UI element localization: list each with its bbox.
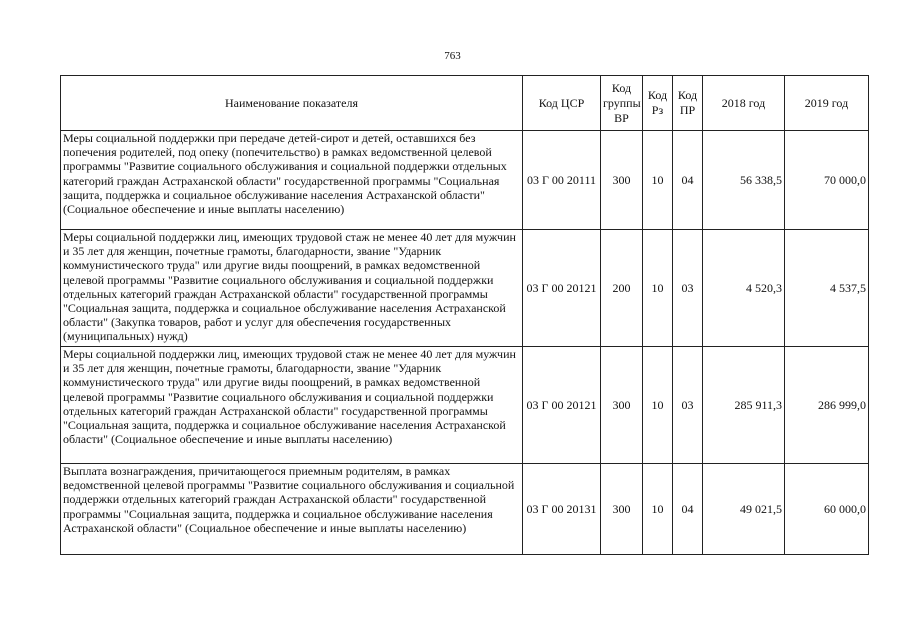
- header-rz: Код Рз: [643, 76, 673, 131]
- cell-name: Меры социальной поддержки при передаче детей-сирот и детей, оставшихся без попечения родителей, под опеку (попечительство) в рамках ведомственной целевой программы "Развитие социального обслуживания и социальной поддержки отдельных категорий граждан Астраханской области" государственной программы "Социальная защита, поддержка и социальное обслуживание населения Астраханской области" (Социальное обеспечение и иные выплаты населению): [61, 131, 523, 230]
- cell-pr: 04: [673, 464, 703, 555]
- cell-rz: 10: [643, 464, 673, 555]
- header-name: Наименование показателя: [61, 76, 523, 131]
- cell-2019: 70 000,0: [785, 131, 869, 230]
- cell-name: Меры социальной поддержки лиц, имеющих трудовой стаж не менее 40 лет для мужчин и 35 лет для женщин, почетные грамоты, благодарности, звание "Ударник коммунистического труда" или другие виды поощрений, в рамках ведомственной целевой программы "Развитие социального обслуживания и социальной поддержки отдельных категорий граждан Астраханской области" государственной программы "Социальная защита, поддержка и социальное обслуживание населения Астраханской области" (Социальное обеспечение и иные выплаты населению): [61, 347, 523, 464]
- cell-vr: 300: [601, 131, 643, 230]
- table-row: [61, 230, 869, 347]
- cell-2018: 49 021,5: [703, 464, 785, 555]
- cell-csr: 03 Г 00 20121: [523, 230, 601, 347]
- cell-name: Выплата вознаграждения, причитающегося приемным родителям, в рамках ведомственной целевой программы "Развитие социального обслуживания и социальной поддержки отдельных категорий граждан Астраханской области" государственной программы "Социальная защита, поддержка и социальное обслуживание населения Астраханской области" (Социальное обеспечение и иные выплаты населению): [61, 464, 523, 555]
- cell-pr: 03: [673, 347, 703, 464]
- header-2018: 2018 год: [703, 76, 785, 131]
- table-row: [61, 464, 869, 555]
- cell-pr: 03: [673, 230, 703, 347]
- cell-2018: 56 338,5: [703, 131, 785, 230]
- table-row: [61, 347, 869, 464]
- cell-vr: 200: [601, 230, 643, 347]
- header-2019: 2019 год: [785, 76, 869, 131]
- cell-rz: 10: [643, 230, 673, 347]
- cell-2019: 4 537,5: [785, 230, 869, 347]
- cell-2019: 60 000,0: [785, 464, 869, 555]
- cell-name: Меры социальной поддержки лиц, имеющих трудовой стаж не менее 40 лет для мужчин и 35 лет для женщин, почетные грамоты, благодарности, звание "Ударник коммунистического труда" или другие виды поощрений, в рамках ведомственной целевой программы "Развитие социального обслуживания и социальной поддержки отдельных категорий граждан Астраханской области" государственной программы "Социальная защита, поддержка и социальное обслуживание населения Астраханской области" (Закупка товаров, работ и услуг для обеспечения государственных (муниципальных) нужд): [61, 230, 523, 347]
- cell-csr: 03 Г 00 20121: [523, 347, 601, 464]
- cell-pr: 04: [673, 131, 703, 230]
- cell-rz: 10: [643, 347, 673, 464]
- table-row: [61, 131, 869, 230]
- cell-rz: 10: [643, 131, 673, 230]
- table-header-row: [61, 76, 869, 131]
- header-vr: Код группы ВР: [601, 76, 643, 131]
- cell-2018: 4 520,3: [703, 230, 785, 347]
- cell-vr: 300: [601, 464, 643, 555]
- cell-2019: 286 999,0: [785, 347, 869, 464]
- cell-2018: 285 911,3: [703, 347, 785, 464]
- budget-table: [60, 75, 869, 555]
- header-pr: Код ПР: [673, 76, 703, 131]
- cell-csr: 03 Г 00 20131: [523, 464, 601, 555]
- cell-vr: 300: [601, 347, 643, 464]
- cell-csr: 03 Г 00 20111: [523, 131, 601, 230]
- page-number: 763: [444, 50, 461, 62]
- header-csr: Код ЦСР: [523, 76, 601, 131]
